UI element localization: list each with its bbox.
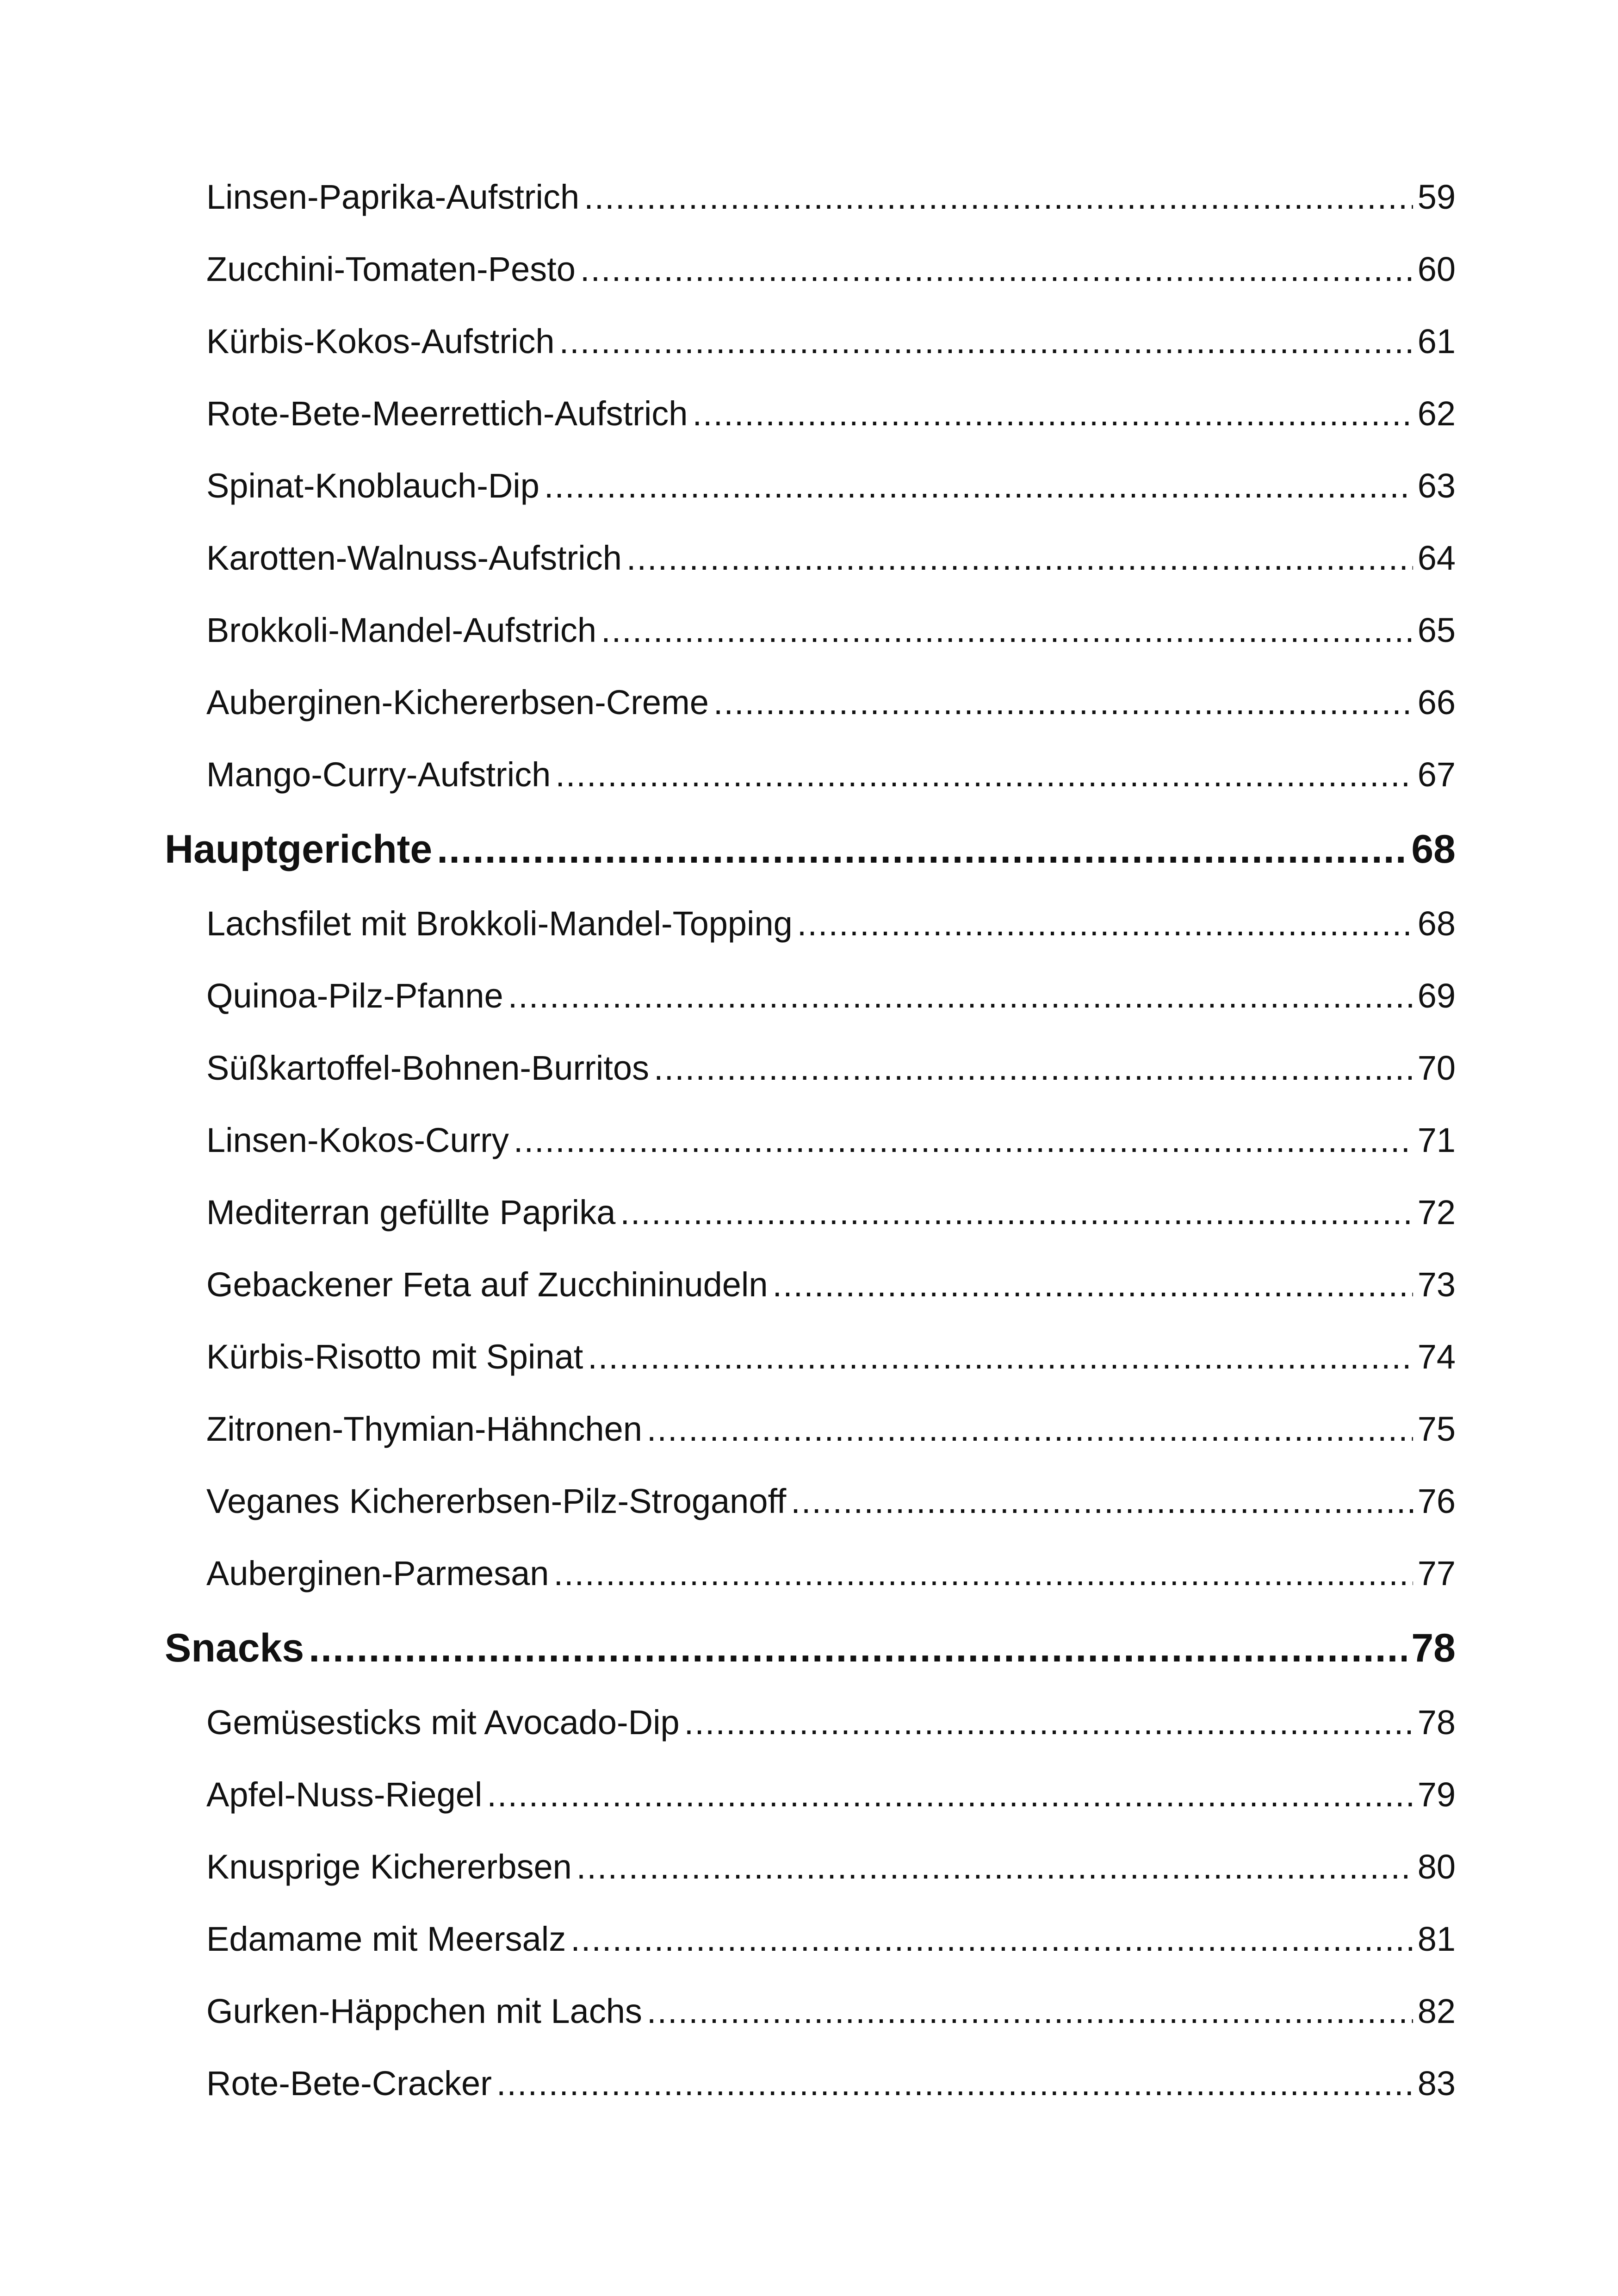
toc-title: Quinoa-Pilz-Pfanne: [206, 977, 503, 1015]
dot-leader: [791, 1465, 1413, 1537]
toc-title: Hauptgerichte: [165, 827, 433, 871]
toc-page-number: 59: [1417, 178, 1456, 216]
toc-page-number: 72: [1417, 1193, 1456, 1232]
dot-leader: [437, 811, 1407, 888]
toc-title: Zitronen-Thymian-Hähnchen: [206, 1410, 642, 1448]
toc-page-number: 81: [1417, 1920, 1456, 1958]
toc-page-number: 66: [1417, 683, 1456, 722]
toc-page-number: 74: [1417, 1338, 1456, 1376]
dot-leader: [620, 1176, 1413, 1249]
dot-leader: [309, 1610, 1407, 1686]
toc-entry: [165, 450, 1456, 522]
toc-entry: [165, 1831, 1456, 1903]
toc-title: Auberginen-Parmesan: [206, 1554, 549, 1593]
toc-entry: [165, 161, 1456, 233]
dot-leader: [692, 378, 1413, 450]
toc-entry: [165, 233, 1456, 305]
toc-entry: [165, 1104, 1456, 1176]
toc-title: Knusprige Kichererbsen: [206, 1848, 572, 1886]
toc-page-number: 61: [1417, 322, 1456, 361]
toc-page-number: 83: [1417, 2064, 1456, 2103]
toc-section-heading: [165, 1610, 1456, 1686]
toc-entry: [165, 888, 1456, 960]
toc-title: Gemüsesticks mit Avocado-Dip: [206, 1703, 680, 1742]
dot-leader: [588, 1321, 1413, 1393]
toc-title: Snacks: [165, 1626, 304, 1670]
toc-page-number: 80: [1417, 1848, 1456, 1886]
dot-leader: [559, 305, 1413, 378]
dot-leader: [584, 161, 1413, 233]
toc-page-number: 65: [1417, 611, 1456, 649]
dot-leader: [654, 1032, 1413, 1104]
toc-title: Auberginen-Kichererbsen-Creme: [206, 683, 709, 722]
toc-page-number: 64: [1417, 539, 1456, 577]
toc-section-heading: [165, 811, 1456, 888]
toc-entry: [165, 1032, 1456, 1104]
toc-page-number: 79: [1417, 1775, 1456, 1814]
toc-title: Veganes Kichererbsen-Pilz-Stroganoff: [206, 1482, 787, 1520]
toc-page-number: 60: [1417, 250, 1456, 288]
toc-page-number: 63: [1417, 467, 1456, 505]
dot-leader: [544, 450, 1413, 522]
toc-page-number: 70: [1417, 1049, 1456, 1087]
toc-entry: [165, 1176, 1456, 1249]
toc-title: Mediterran gefüllte Paprika: [206, 1193, 616, 1232]
toc-entry: [165, 666, 1456, 739]
toc-entry: [165, 1975, 1456, 2047]
toc-entry: [165, 594, 1456, 666]
toc-title: Karotten-Walnuss-Aufstrich: [206, 539, 622, 577]
dot-leader: [773, 1249, 1413, 1321]
toc-page-number: 76: [1417, 1482, 1456, 1520]
toc-page-number: 67: [1417, 755, 1456, 794]
dot-leader: [684, 1686, 1413, 1759]
toc-page-number: 69: [1417, 977, 1456, 1015]
toc-title: Linsen-Paprika-Aufstrich: [206, 178, 580, 216]
toc-title: Edamame mit Meersalz: [206, 1920, 566, 1958]
toc-page-number: 75: [1417, 1410, 1456, 1448]
dot-leader: [647, 1393, 1413, 1465]
toc-page-number: 73: [1417, 1265, 1456, 1304]
dot-leader: [577, 1831, 1413, 1903]
dot-leader: [601, 594, 1413, 666]
toc-title: Kürbis-Kokos-Aufstrich: [206, 322, 555, 361]
toc-title: Zucchini-Tomaten-Pesto: [206, 250, 576, 288]
toc-entry: [165, 1759, 1456, 1831]
toc-entry: [165, 739, 1456, 811]
toc-title: Rote-Bete-Meerrettich-Aufstrich: [206, 394, 688, 433]
toc-title: Apfel-Nuss-Riegel: [206, 1775, 483, 1814]
toc-entry: [165, 1686, 1456, 1759]
dot-leader: [797, 888, 1413, 960]
dot-leader: [553, 1537, 1413, 1610]
toc-title: Gurken-Häppchen mit Lachs: [206, 1992, 642, 2030]
toc-entry: [165, 1393, 1456, 1465]
dot-leader: [555, 739, 1413, 811]
toc-page-number: 62: [1417, 394, 1456, 433]
toc-title: Gebackener Feta auf Zucchininudeln: [206, 1265, 768, 1304]
toc-entry: [165, 305, 1456, 378]
dot-leader: [508, 960, 1413, 1032]
toc-page-number: 82: [1417, 1992, 1456, 2030]
toc-title: Rote-Bete-Cracker: [206, 2064, 492, 2103]
table-of-contents: [165, 161, 1456, 2120]
dot-leader: [496, 2047, 1413, 2120]
toc-entry: [165, 2047, 1456, 2120]
toc-page-number: 77: [1417, 1554, 1456, 1593]
toc-title: Süßkartoffel-Bohnen-Burritos: [206, 1049, 649, 1087]
toc-page-number: 68: [1417, 904, 1456, 943]
dot-leader: [514, 1104, 1413, 1176]
toc-entry: [165, 1249, 1456, 1321]
dot-leader: [647, 1975, 1413, 2047]
toc-title: Linsen-Kokos-Curry: [206, 1121, 509, 1159]
toc-entry: [165, 1465, 1456, 1537]
toc-entry: [165, 960, 1456, 1032]
toc-title: Lachsfilet mit Brokkoli-Mandel-Topping: [206, 904, 793, 943]
dot-leader: [487, 1759, 1413, 1831]
toc-entry: [165, 378, 1456, 450]
toc-page-number: 68: [1411, 827, 1456, 871]
dot-leader: [713, 666, 1413, 739]
dot-leader: [580, 233, 1413, 305]
toc-page-number: 71: [1417, 1121, 1456, 1159]
dot-leader: [626, 522, 1413, 594]
toc-title: Mango-Curry-Aufstrich: [206, 755, 551, 794]
toc-entry: [165, 1903, 1456, 1975]
toc-title: Kürbis-Risotto mit Spinat: [206, 1338, 583, 1376]
toc-entry: [165, 1321, 1456, 1393]
toc-entry: [165, 1537, 1456, 1610]
toc-page-number: 78: [1411, 1626, 1456, 1670]
toc-page-number: 78: [1417, 1703, 1456, 1742]
toc-title: Spinat-Knoblauch-Dip: [206, 467, 539, 505]
toc-title: Brokkoli-Mandel-Aufstrich: [206, 611, 597, 649]
toc-entry: [165, 522, 1456, 594]
dot-leader: [570, 1903, 1413, 1975]
